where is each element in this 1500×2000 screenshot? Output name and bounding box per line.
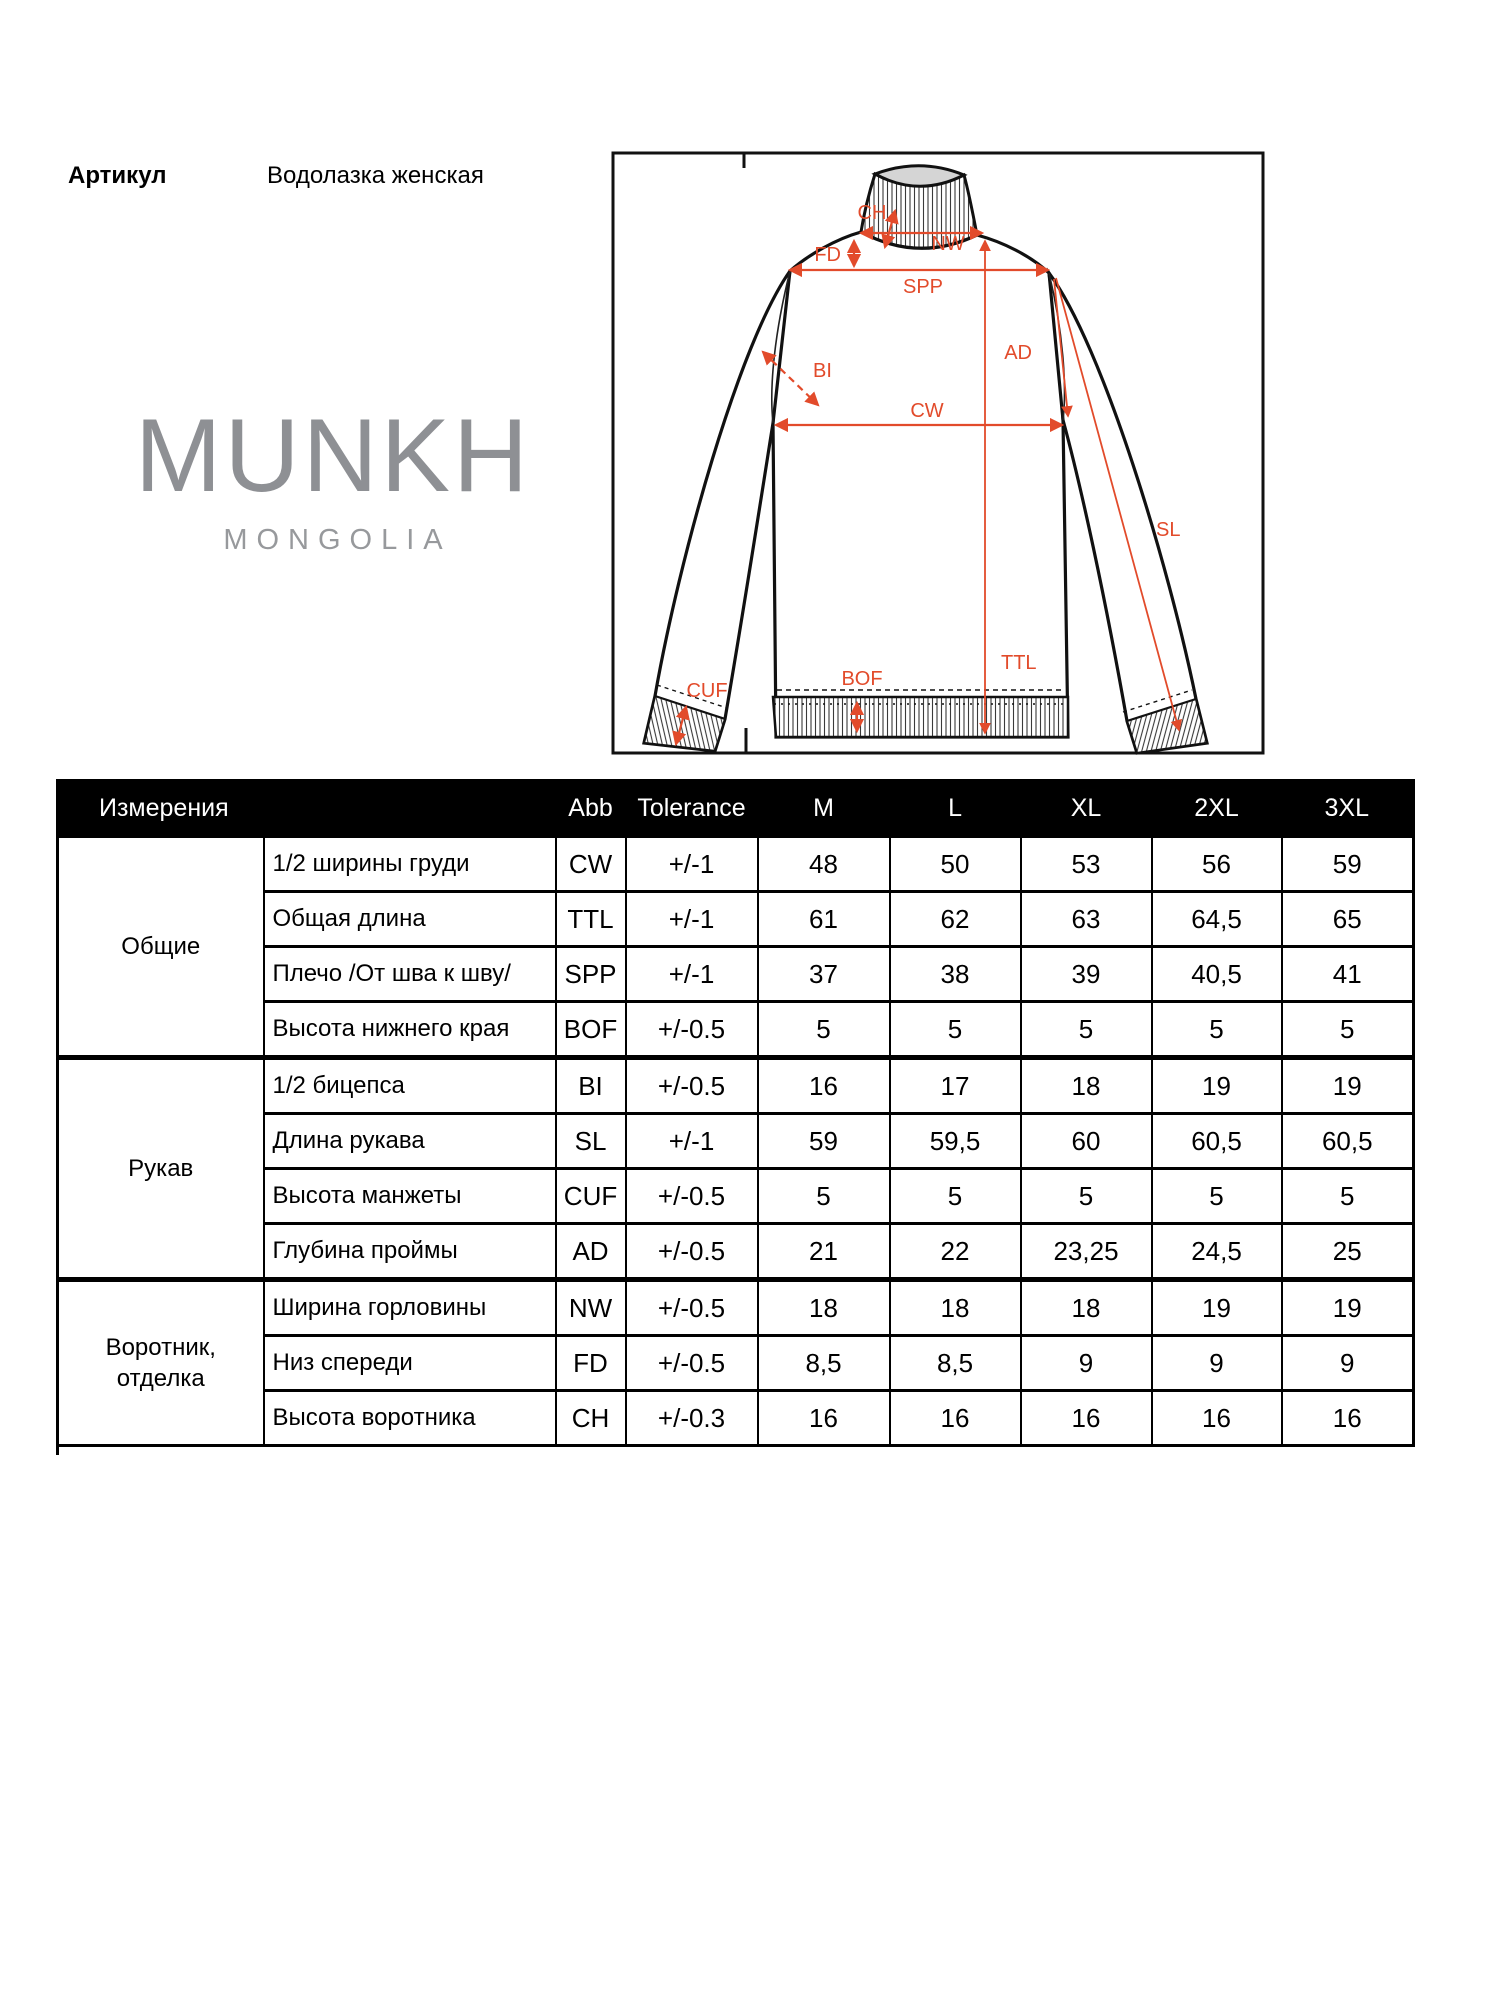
- header-tolerance: Tolerance: [626, 781, 758, 837]
- value-cell: 19: [1152, 1058, 1282, 1114]
- value-cell: 18: [758, 1280, 890, 1336]
- tolerance-cell: +/-0.5: [626, 1058, 758, 1114]
- measurement-name: Длина рукава: [264, 1114, 556, 1169]
- nw-label: NW: [931, 233, 965, 255]
- value-cell: 25: [1282, 1224, 1414, 1280]
- hem-rib-band: [773, 697, 1068, 737]
- value-cell: 16: [890, 1391, 1021, 1446]
- value-cell: 5: [1152, 1169, 1282, 1224]
- value-cell: 22: [890, 1224, 1021, 1280]
- table-row-nw: [58, 1280, 1414, 1336]
- table-header-row: [58, 781, 1414, 837]
- header-size-3xl: 3XL: [1282, 781, 1414, 837]
- value-cell: 24,5: [1152, 1224, 1282, 1280]
- tolerance-cell: +/-1: [626, 1114, 758, 1169]
- tolerance-cell: +/-1: [626, 892, 758, 947]
- value-cell: 59: [1282, 837, 1414, 892]
- value-cell: 40,5: [1152, 947, 1282, 1002]
- group-cell-collar: Воротник, отделка: [58, 1280, 264, 1446]
- value-cell: 5: [890, 1002, 1021, 1058]
- value-cell: 63: [1021, 892, 1152, 947]
- table-row-bi: [58, 1058, 1414, 1114]
- tolerance-cell: +/-1: [626, 837, 758, 892]
- bi-label: BI: [813, 360, 832, 382]
- group-cell-sleeve: Рукав: [58, 1058, 264, 1280]
- table-row-cw: [58, 837, 1414, 892]
- value-cell: 5: [890, 1169, 1021, 1224]
- value-cell: 16: [758, 1058, 890, 1114]
- ttl-label: TTL: [1001, 652, 1037, 674]
- value-cell: 62: [890, 892, 1021, 947]
- abb-cell: FD: [556, 1336, 626, 1391]
- brand-logo-name: MUNKH: [134, 398, 532, 514]
- value-cell: 18: [1021, 1280, 1152, 1336]
- abb-cell: SL: [556, 1114, 626, 1169]
- value-cell: 39: [1021, 947, 1152, 1002]
- value-cell: 19: [1282, 1058, 1414, 1114]
- value-cell: 5: [1282, 1169, 1414, 1224]
- left-sleeve: [644, 271, 790, 751]
- value-cell: 16: [758, 1391, 890, 1446]
- tolerance-cell: +/-0.5: [626, 1002, 758, 1058]
- garment-diagram: [611, 151, 1265, 755]
- value-cell: 60,5: [1282, 1114, 1414, 1169]
- value-cell: 9: [1021, 1336, 1152, 1391]
- value-cell: 5: [1021, 1169, 1152, 1224]
- abb-cell: CH: [556, 1391, 626, 1446]
- measurement-name: Общая длина: [264, 892, 556, 947]
- value-cell: 5: [1152, 1002, 1282, 1058]
- ad-label: AD: [1004, 342, 1032, 364]
- cw-label: CW: [910, 400, 944, 422]
- value-cell: 19: [1282, 1280, 1414, 1336]
- tolerance-cell: +/-1: [626, 947, 758, 1002]
- value-cell: 16: [1021, 1391, 1152, 1446]
- tolerance-cell: +/-0.3: [626, 1391, 758, 1446]
- value-cell: 60: [1021, 1114, 1152, 1169]
- article-value: Водолазка женская: [267, 162, 484, 189]
- value-cell: 5: [1282, 1002, 1414, 1058]
- header-abb: Abb: [556, 781, 626, 837]
- header-size-2xl: 2XL: [1152, 781, 1282, 837]
- value-cell: 21: [758, 1224, 890, 1280]
- abb-cell: NW: [556, 1280, 626, 1336]
- table-cutoff-border: [56, 1404, 59, 1455]
- measurement-name: Глубина проймы: [264, 1224, 556, 1280]
- value-cell: 64,5: [1152, 892, 1282, 947]
- brand-logo-subtitle: MONGOLIA: [223, 524, 452, 556]
- abb-cell: BOF: [556, 1002, 626, 1058]
- header-size-xl: XL: [1021, 781, 1152, 837]
- cuf-label: CUF: [686, 680, 728, 702]
- abb-cell: SPP: [556, 947, 626, 1002]
- spp-label: SPP: [902, 276, 944, 298]
- brand-logo: [133, 398, 533, 557]
- sl-label: SL: [1156, 519, 1181, 541]
- tolerance-cell: +/-0.5: [626, 1169, 758, 1224]
- value-cell: 18: [890, 1280, 1021, 1336]
- value-cell: 59: [758, 1114, 890, 1169]
- measurement-name: 1/2 ширины груди: [264, 837, 556, 892]
- sweater-drawing: [644, 166, 1207, 753]
- value-cell: 5: [758, 1002, 890, 1058]
- abb-cell: CUF: [556, 1169, 626, 1224]
- measurement-name: Плечо /От шва к шву/: [264, 947, 556, 1002]
- fd-label: FD: [814, 244, 841, 266]
- tolerance-cell: +/-0.5: [626, 1280, 758, 1336]
- right-sleeve: [1049, 273, 1207, 753]
- value-cell: 5: [758, 1169, 890, 1224]
- group-cell-general: Общие: [58, 837, 264, 1058]
- value-cell: 8,5: [890, 1336, 1021, 1391]
- tolerance-cell: +/-0.5: [626, 1224, 758, 1280]
- abb-cell: AD: [556, 1224, 626, 1280]
- value-cell: 9: [1282, 1336, 1414, 1391]
- abb-cell: CW: [556, 837, 626, 892]
- article-label: Артикул: [68, 162, 167, 189]
- value-cell: 18: [1021, 1058, 1152, 1114]
- tolerance-cell: +/-0.5: [626, 1336, 758, 1391]
- measurement-name: Низ спереди: [264, 1336, 556, 1391]
- value-cell: 59,5: [890, 1114, 1021, 1169]
- value-cell: 9: [1152, 1336, 1282, 1391]
- measurement-name: 1/2 бицепса: [264, 1058, 556, 1114]
- value-cell: 50: [890, 837, 1021, 892]
- value-cell: 41: [1282, 947, 1414, 1002]
- value-cell: 16: [1282, 1391, 1414, 1446]
- value-cell: 23,25: [1021, 1224, 1152, 1280]
- value-cell: 60,5: [1152, 1114, 1282, 1169]
- measurement-name: Ширина горловины: [264, 1280, 556, 1336]
- value-cell: 48: [758, 837, 890, 892]
- value-cell: 61: [758, 892, 890, 947]
- size-chart-table: [56, 779, 1415, 1447]
- value-cell: 16: [1152, 1391, 1282, 1446]
- header-size-m: M: [758, 781, 890, 837]
- value-cell: 5: [1021, 1002, 1152, 1058]
- value-cell: 65: [1282, 892, 1414, 947]
- value-cell: 38: [890, 947, 1021, 1002]
- measurement-name: Высота манжеты: [264, 1169, 556, 1224]
- value-cell: 8,5: [758, 1336, 890, 1391]
- value-cell: 53: [1021, 837, 1152, 892]
- measurement-name: Высота нижнего края: [264, 1002, 556, 1058]
- value-cell: 37: [758, 947, 890, 1002]
- value-cell: 17: [890, 1058, 1021, 1114]
- value-cell: 19: [1152, 1280, 1282, 1336]
- ch-label: CH: [857, 202, 887, 224]
- abb-cell: TTL: [556, 892, 626, 947]
- header-size-l: L: [890, 781, 1021, 837]
- measurement-name: Высота воротника: [264, 1391, 556, 1446]
- abb-cell: BI: [556, 1058, 626, 1114]
- header-measurements: Измерения: [58, 781, 556, 837]
- value-cell: 56: [1152, 837, 1282, 892]
- bof-label: BOF: [841, 668, 883, 690]
